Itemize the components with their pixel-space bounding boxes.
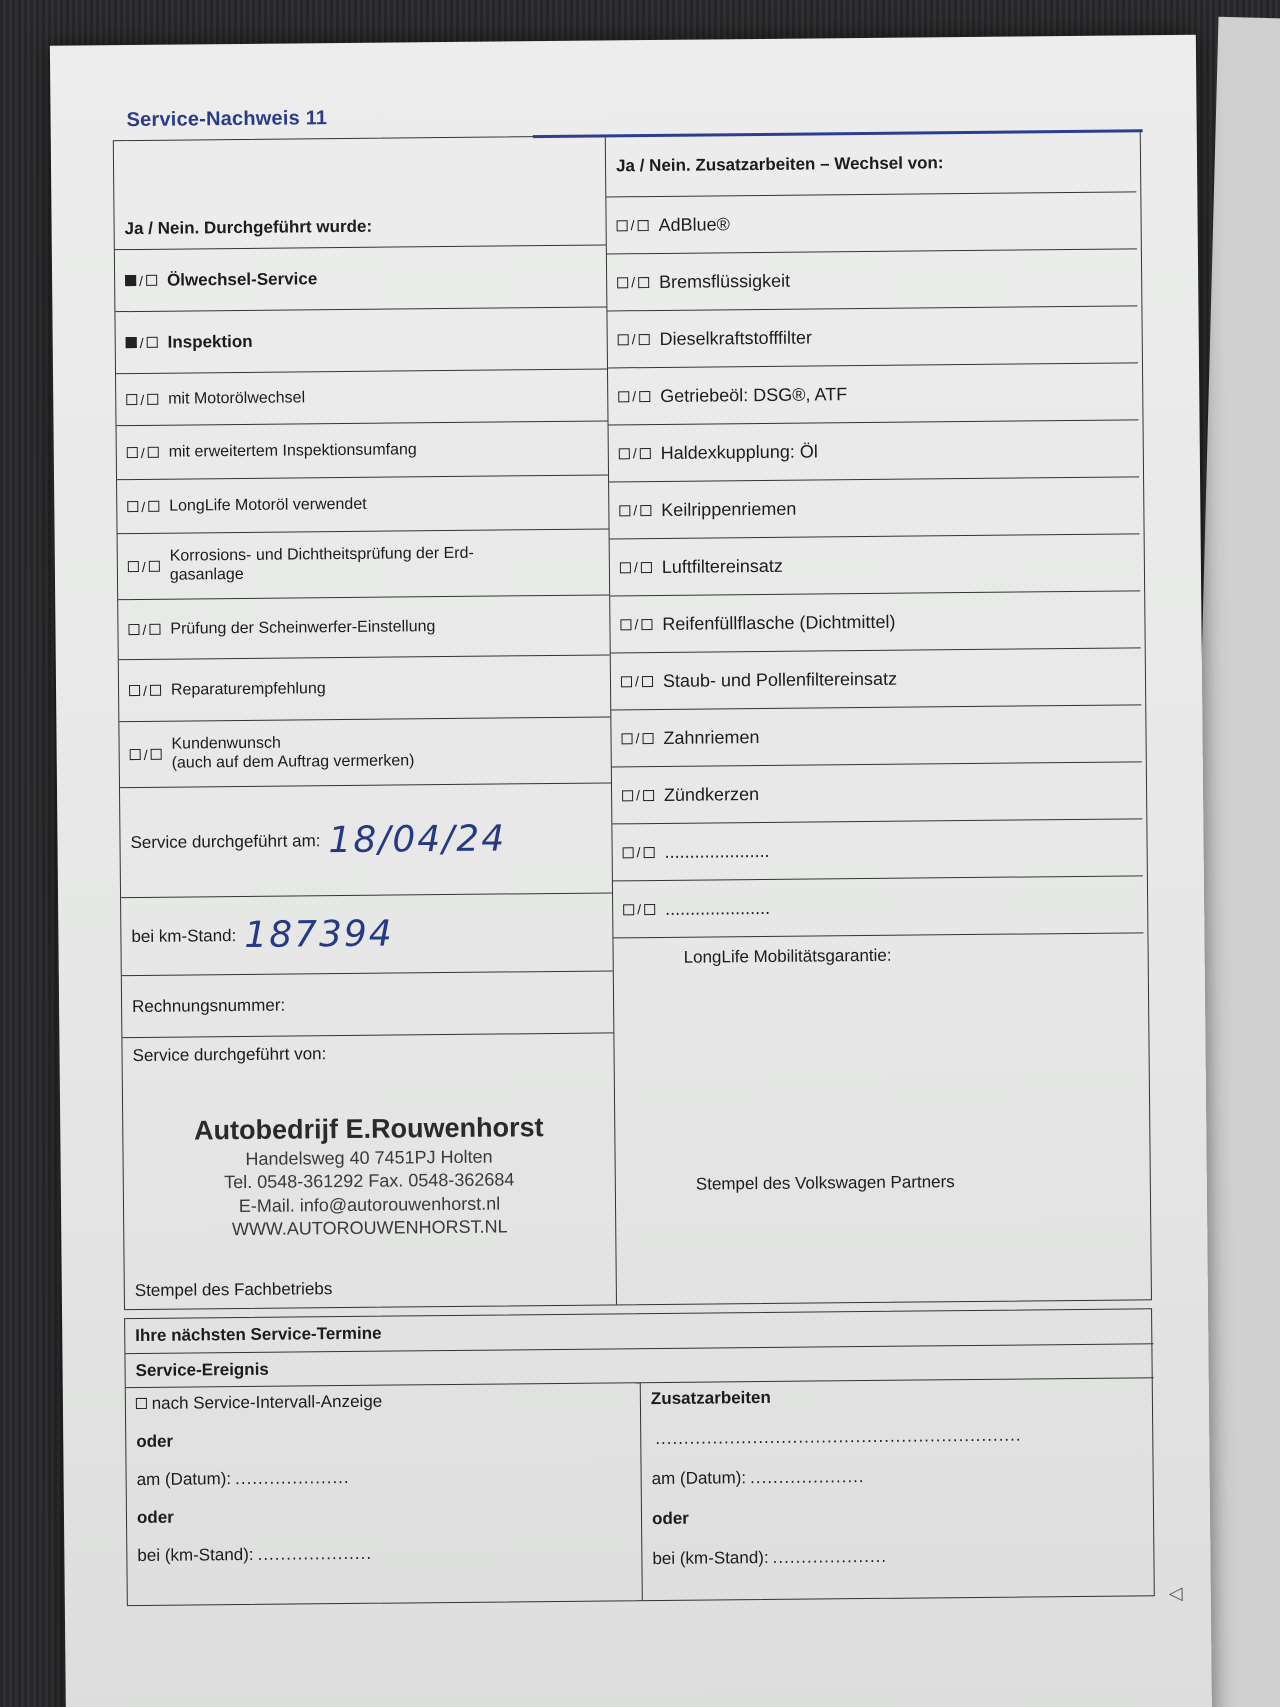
service-date-row	[120, 782, 612, 897]
additional-work-item-yes-no-checkboxes[interactable]	[618, 388, 650, 404]
additional-work-item-yes-box[interactable]	[618, 334, 629, 345]
additional-work-label: Bremsflüssigkeit	[658, 270, 791, 292]
additional-work-item-yes-box[interactable]	[620, 562, 631, 573]
extra-column	[641, 1377, 1156, 1600]
extra-date-blank[interactable]: ....................	[750, 1467, 865, 1488]
additional-work-item	[610, 590, 1141, 652]
additional-work-item-yes-no-checkboxes[interactable]	[617, 217, 649, 233]
additional-work-item-yes-box[interactable]	[617, 220, 628, 231]
additional-work-item-no-box[interactable]	[639, 391, 650, 402]
performed-item-no-box[interactable]	[146, 275, 157, 286]
performed-item-label	[170, 545, 474, 585]
performed-by-label: Service durchgeführt von:	[132, 1044, 327, 1066]
additional-work-label: Haldexkupplung: Öl	[660, 440, 818, 463]
extra-date-label: am (Datum):	[651, 1468, 747, 1489]
performed-item-label: Inspektion	[167, 331, 253, 352]
next-service-header: Ihre nächsten Service-Termine	[135, 1323, 382, 1346]
performed-item-label: Ölwechsel-Service	[166, 268, 318, 290]
additional-work-item	[613, 875, 1144, 937]
or-label-1: oder	[136, 1431, 174, 1452]
event-header: Service-Ereignis	[125, 1343, 1153, 1387]
form-title: Service-Nachweis 11	[126, 107, 328, 132]
next-service-table	[124, 1308, 1155, 1606]
additional-work-item	[611, 647, 1142, 709]
stamp-web: WWW.AUTOROUWENHORST.NL	[231, 1216, 508, 1240]
additional-work-item-yes-box[interactable]	[619, 448, 630, 459]
next-km-row	[137, 1541, 631, 1566]
additional-work-list	[606, 191, 1143, 937]
performed-item-label: LongLife Motoröl verwendet	[169, 495, 367, 515]
performed-item-yes-box[interactable]	[127, 447, 138, 458]
service-grid	[113, 130, 1152, 1310]
performed-item-yes-no-checkboxes[interactable]	[127, 444, 159, 460]
additional-work-item-yes-no-checkboxes[interactable]	[618, 331, 650, 347]
performed-item-yes-no-checkboxes[interactable]	[128, 621, 160, 637]
performed-item-no-box[interactable]	[148, 501, 159, 512]
slash-separator: /	[633, 559, 638, 576]
performed-item	[119, 654, 611, 721]
additional-work-item-yes-no-checkboxes[interactable]	[622, 787, 654, 803]
additional-work-item-yes-box[interactable]	[623, 904, 634, 915]
slash-separator: /	[141, 558, 146, 575]
performed-item	[118, 594, 610, 659]
longlife-label: LongLife Mobilitätsgarantie:	[683, 945, 892, 967]
next-km-blank[interactable]: ....................	[257, 1543, 373, 1564]
slash-separator: /	[636, 844, 641, 861]
additional-work-label: Dieselkraftstofffilter	[659, 326, 813, 349]
invoice-label: Rechnungsnummer:	[131, 995, 286, 1016]
service-record-form	[112, 99, 1154, 1606]
additional-work-item-yes-box[interactable]	[622, 790, 633, 801]
slash-separator: /	[634, 616, 639, 633]
performed-item-label-line1: Kundenwunsch	[171, 734, 281, 753]
additional-work-item	[611, 704, 1142, 766]
additional-work-label: Getriebeöl: DSG®, ATF	[660, 383, 848, 406]
service-date-label: Service durchgeführt am:	[130, 830, 321, 852]
additional-work-label: Zündkerzen	[663, 783, 760, 805]
performed-item-yes-box[interactable]	[126, 394, 137, 405]
performed-item-label-line2: (auch auf dem Auftrag vermerken)	[171, 751, 415, 772]
slash-separator: /	[636, 787, 641, 804]
additional-work-label: Luftfiltereinsatz	[661, 555, 783, 577]
performed-item	[117, 420, 608, 479]
additional-work-label: .....................	[664, 897, 771, 919]
additional-work-item-yes-no-checkboxes[interactable]	[619, 502, 651, 518]
slash-separator: /	[141, 498, 146, 515]
additional-work-item-no-box[interactable]	[640, 448, 651, 459]
slash-separator: /	[631, 331, 636, 348]
km-row	[121, 892, 613, 975]
dealer-stamp	[133, 1110, 605, 1243]
additional-work-item-yes-no-checkboxes[interactable]	[617, 274, 649, 290]
stamp-vw-label: Stempel des Volkswagen Partners	[695, 1172, 955, 1194]
stamp-address: Handelsweg 40 7451PJ Holten	[245, 1146, 493, 1170]
performed-item-yes-no-checkboxes[interactable]	[126, 334, 158, 350]
performed-item-no-box[interactable]	[149, 561, 160, 572]
additional-work-item	[606, 191, 1137, 253]
slash-separator: /	[143, 746, 148, 763]
performed-item-yes-no-checkboxes[interactable]	[126, 391, 158, 407]
slash-separator: /	[142, 682, 148, 699]
performed-item-yes-box[interactable]	[129, 685, 140, 696]
performed-item-label-line1: Korrosions- und Dichtheitsprüfung der Erd-	[169, 544, 474, 565]
performed-item-no-box[interactable]	[147, 394, 158, 405]
additional-work-item-yes-box[interactable]	[618, 391, 629, 402]
extra-km-blank[interactable]: ....................	[772, 1546, 888, 1567]
additional-work-item-yes-box[interactable]	[620, 619, 631, 630]
booklet-page	[50, 35, 1212, 1707]
performed-item	[116, 368, 607, 425]
additional-work-item-yes-box[interactable]	[623, 847, 634, 858]
additional-work-item-yes-no-checkboxes[interactable]	[620, 559, 652, 575]
performed-item-label: mit erweitertem Inspektionsumfang	[168, 440, 417, 461]
slash-separator: /	[630, 217, 635, 234]
left-column	[114, 136, 617, 1309]
additional-work-item-no-box[interactable]	[641, 562, 652, 573]
performed-item-yes-box[interactable]	[126, 337, 137, 348]
stamp-tel: Tel. 0548-361292 Fax. 0548-362684	[224, 1169, 515, 1193]
additional-work-item-yes-no-checkboxes[interactable]	[620, 616, 652, 632]
slash-separator: /	[634, 673, 639, 690]
additional-work-item-no-box[interactable]	[637, 220, 648, 231]
additional-work-label: Zahnriemen	[663, 726, 760, 748]
event-column	[126, 1382, 643, 1605]
additional-work-item	[609, 476, 1140, 538]
additional-work-label: Keilrippenriemen	[661, 498, 797, 520]
additional-work-item	[607, 305, 1138, 367]
additional-work-item-no-box[interactable]	[643, 847, 654, 858]
additional-work-item-yes-box[interactable]	[617, 277, 628, 288]
slash-separator: /	[635, 730, 640, 747]
additional-work-item	[608, 362, 1139, 424]
invoice-row	[122, 970, 614, 1037]
performed-item-yes-no-checkboxes[interactable]	[128, 558, 160, 574]
additional-work-item	[610, 533, 1141, 595]
slash-separator: /	[631, 274, 636, 291]
or-label-3: oder	[651, 1508, 689, 1529]
dealer-stamp-area	[122, 1032, 616, 1309]
additional-work-item-no-box[interactable]	[642, 733, 653, 744]
additional-work-item	[609, 419, 1140, 481]
performed-item-label: mit Motorölwechsel	[168, 388, 306, 408]
stamp-dealer-label: Stempel des Fachbetriebs	[134, 1279, 333, 1301]
km-label: bei km-Stand:	[131, 925, 237, 946]
performed-item-yes-box[interactable]	[130, 749, 141, 760]
performed-item-no-box[interactable]	[149, 624, 160, 635]
right-header: Ja / Nein. Zusatzarbeiten – Wechsel von:	[615, 153, 944, 176]
slash-separator: /	[632, 445, 637, 462]
performed-item-yes-no-checkboxes[interactable]	[129, 682, 161, 698]
service-date-handwritten: 18/04/24	[328, 818, 507, 862]
additional-work-item-yes-no-checkboxes[interactable]	[623, 901, 655, 917]
performed-item-no-box[interactable]	[147, 337, 158, 348]
page-edge-marker: ◁	[1168, 1582, 1183, 1604]
performed-item-label-line2: gasanlage	[169, 565, 244, 584]
additional-work-item-yes-box[interactable]	[619, 505, 630, 516]
performed-item	[117, 474, 608, 533]
additional-work-item-no-box[interactable]	[639, 334, 650, 345]
additional-work-item-no-box[interactable]	[638, 277, 649, 288]
next-date-row	[137, 1465, 631, 1490]
additional-work-item-no-box[interactable]	[644, 904, 655, 915]
next-date-label: am (Datum):	[136, 1469, 232, 1490]
interval-label: nach Service-Intervall-Anzeige	[151, 1391, 383, 1413]
extra-date-row	[652, 1464, 1145, 1489]
additional-work-label: .....................	[664, 840, 770, 862]
additional-work-item-yes-box[interactable]	[621, 676, 632, 687]
performed-item	[118, 528, 610, 599]
performed-item-yes-no-checkboxes[interactable]	[125, 272, 157, 288]
slash-separator: /	[637, 901, 642, 918]
extra-header: Zusatzarbeiten	[650, 1387, 771, 1409]
additional-work-item-yes-no-checkboxes[interactable]	[623, 844, 655, 860]
performed-item-label: Reparaturempfehlung	[170, 679, 326, 699]
slash-separator: /	[139, 334, 144, 351]
performed-item-yes-no-checkboxes[interactable]	[127, 498, 159, 514]
slash-separator: /	[140, 444, 145, 461]
slash-separator: /	[632, 388, 637, 405]
additional-work-item-no-box[interactable]	[643, 790, 654, 801]
performed-item-label: Prüfung der Scheinwerfer-Einstellung	[170, 617, 436, 638]
additional-work-item-no-box[interactable]	[642, 676, 653, 687]
additional-work-label: Reifenfüllflasche (Dichtmittel)	[662, 611, 896, 634]
performed-item-no-box[interactable]	[150, 685, 161, 696]
or-label-2: oder	[136, 1507, 174, 1528]
interval-checkbox[interactable]	[136, 1398, 147, 1409]
performed-item-no-box[interactable]	[151, 749, 162, 760]
vw-stamp-area	[613, 932, 1146, 1203]
slash-separator: /	[140, 391, 145, 408]
next-km-label: bei (km-Stand):	[137, 1544, 254, 1566]
extra-blank[interactable]: ................................................................	[655, 1425, 1022, 1449]
performed-item-yes-box[interactable]	[128, 624, 139, 635]
additional-work-item-no-box[interactable]	[641, 619, 652, 630]
additional-work-item	[612, 818, 1143, 880]
km-handwritten: 187394	[244, 913, 394, 956]
additional-work-item	[612, 761, 1143, 823]
additional-work-label: AdBlue®	[658, 213, 730, 235]
extra-km-label: bei (km-Stand):	[652, 1547, 769, 1569]
slash-separator: /	[142, 621, 147, 638]
performed-item-yes-box[interactable]	[128, 561, 139, 572]
performed-items-list	[115, 244, 611, 787]
performed-item-yes-box[interactable]	[125, 275, 136, 286]
slash-separator: /	[633, 502, 638, 519]
additional-work-label: Staub- und Pollenfiltereinsatz	[662, 668, 898, 691]
performed-item-no-box[interactable]	[148, 447, 159, 458]
additional-work-item-yes-no-checkboxes[interactable]	[621, 673, 653, 689]
slash-separator: /	[139, 272, 144, 289]
additional-work-item	[607, 248, 1138, 310]
performed-item	[119, 716, 611, 787]
additional-work-item-yes-no-checkboxes[interactable]	[619, 445, 651, 461]
additional-work-item-no-box[interactable]	[640, 505, 651, 516]
performed-item-label	[171, 733, 414, 772]
performed-item	[115, 306, 607, 373]
right-column	[606, 131, 1147, 1304]
additional-work-item-yes-no-checkboxes[interactable]	[621, 730, 653, 746]
stamp-company: Autobedrijf E.Rouwenhorst	[193, 1112, 544, 1146]
interval-option[interactable]	[136, 1389, 630, 1414]
next-date-blank[interactable]: ....................	[235, 1467, 350, 1489]
performed-item-yes-no-checkboxes[interactable]	[130, 746, 162, 762]
performed-item-yes-box[interactable]	[127, 501, 138, 512]
stamp-email: E-Mail. info@autorouwenhorst.nl	[238, 1193, 501, 1216]
extra-km-row	[652, 1544, 1145, 1569]
performed-item	[115, 244, 607, 311]
left-header: Ja / Nein. Durchgeführt wurde:	[124, 216, 373, 239]
additional-work-item-yes-box[interactable]	[621, 733, 632, 744]
